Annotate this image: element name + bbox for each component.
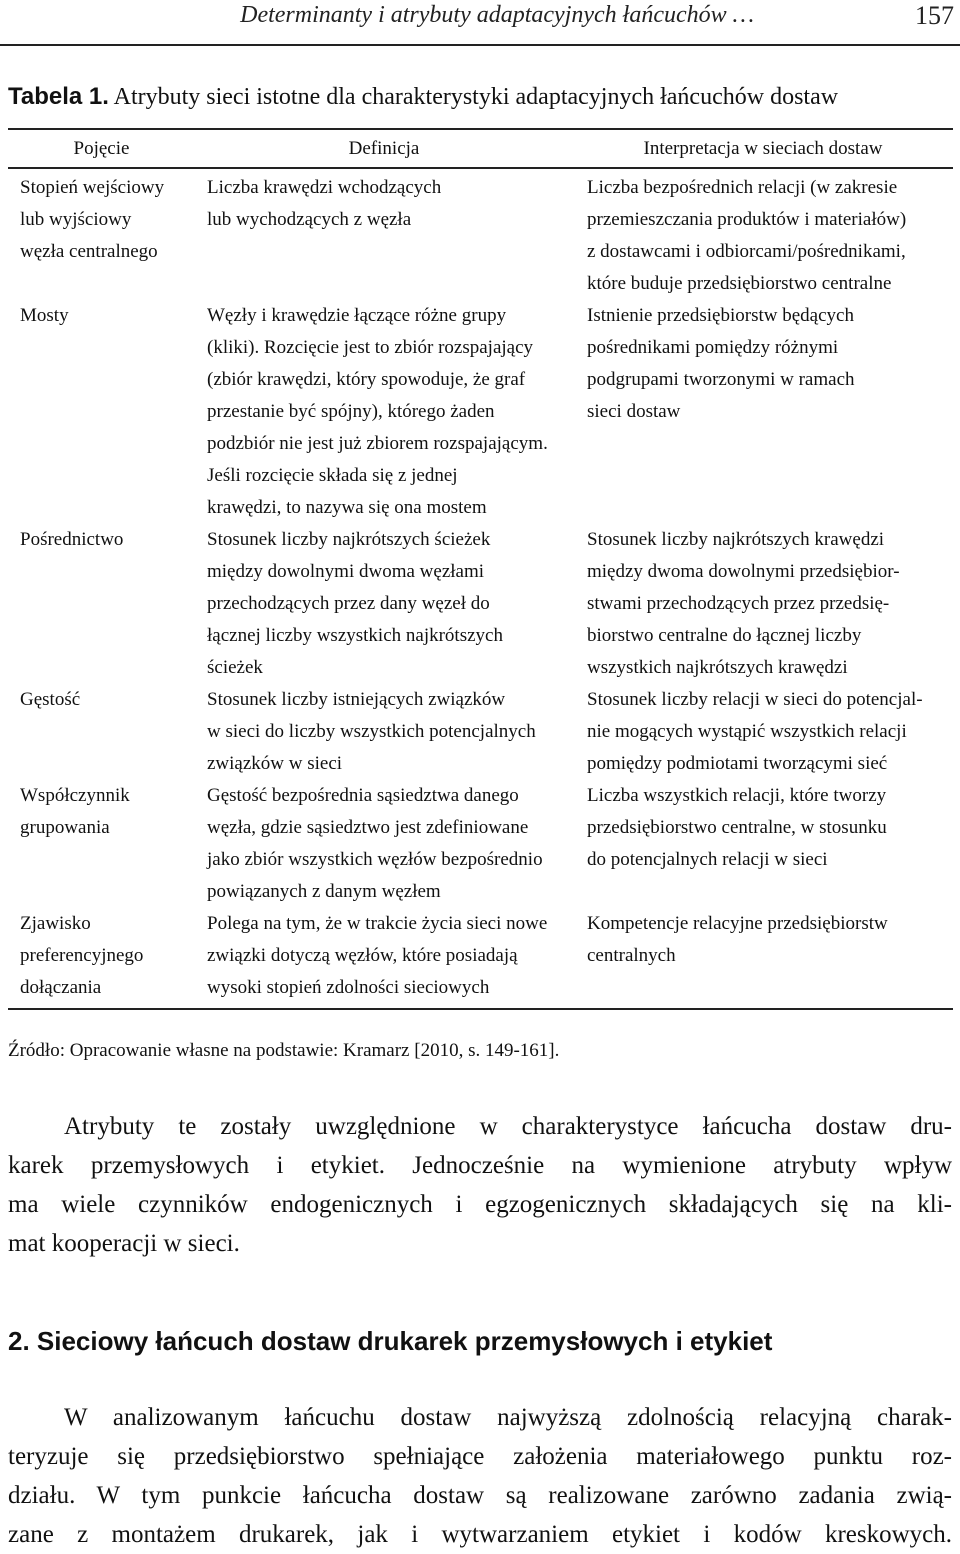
table-caption-label: Tabela 1. [8, 83, 109, 110]
table-row [8, 780, 953, 908]
table-row [8, 168, 953, 300]
table-row [8, 300, 953, 524]
term-cell: Zjawisko preferencyjnego dołączania [8, 908, 195, 1009]
interpretation-cell: Istnienie przedsiębiorstw będących pośrednikami pomiędzy różnymi podgrupami tworzonymi w ramach sieci dostaw [587, 305, 855, 422]
page-header [0, 0, 960, 46]
paragraph-line: zane z montażem drukarek, jak i wytwarzaniem etykiet i kodów kreskowych. [8, 1521, 952, 1548]
column-header-interpretation: Interpretacja w sieciach dostaw [573, 129, 953, 168]
paragraph-line: W analizowanym łańcuchu dostaw najwyższą zdolnością relacyjną charak- [64, 1404, 952, 1431]
running-title: Determinanty i atrybuty adaptacyjnych łańcuchów … [240, 2, 754, 28]
table-header-row [8, 129, 953, 168]
table-caption [8, 83, 838, 111]
definition-cell: Stosunek liczby istniejących związków w sieci do liczby wszystkich potencjalnych związków w sieci [207, 689, 536, 774]
definition-cell: Liczba krawędzi wchodzących lub wychodzących z węzła [207, 177, 442, 230]
page-number: 157 [915, 1, 954, 30]
body-paragraph-1 [8, 1107, 952, 1263]
definition-cell: Polega na tym, że w trakcie życia sieci nowe związki dotyczą węzłów, które posiadają wysoki stopień zdolności sieciowych [195, 908, 573, 1009]
table-row [8, 684, 953, 780]
interpretation-cell: Stosunek liczby najkrótszych krawędzi między dwoma dowolnymi przedsiębior- stwami przechodzących przez przedsię- biorstwo centralne do łącznej liczby wszystkich najkrótszych krawędzi [587, 529, 900, 678]
interpretation-cell: Liczba bezpośrednich relacji (w zakresie przemieszczania produktów i materiałów) z dostawcami i odbiorcami/pośrednikami, które buduje przedsiębiorstwo centralne [587, 177, 907, 294]
paragraph-line: ma wiele czynników endogenicznych i egzogenicznych składających się na kli- [8, 1191, 952, 1218]
term-cell: Mosty [20, 305, 69, 326]
definition-cell: Gęstość bezpośrednia sąsiedztwa danego węzła, gdzie sąsiedztwo jest zdefiniowane jako zbiór wszystkich węzłów bezpośrednio powiązanych z danym węzłem [207, 785, 543, 902]
table-row [8, 524, 953, 684]
interpretation-cell: Stosunek liczby relacji w sieci do potencjal- nie mogących wystąpić wszystkich relacji pomiędzy podmiotami tworzącymi sieć [587, 689, 923, 774]
paragraph-line: mat kooperacji w sieci. [8, 1230, 240, 1257]
column-header-definition: Definicja [195, 129, 573, 168]
definition-cell: Stosunek liczby najkrótszych ścieżek między dowolnymi dwoma węzłami przechodzących przez dany węzeł do łącznej liczby wszystkich najkrótszych ścieżek [207, 529, 503, 678]
term-cell: Gęstość [20, 689, 81, 710]
table-source-note: Źródło: Opracowanie własne na podstawie: Kramarz [2010, s. 149-161]. [8, 1040, 560, 1061]
column-header-term: Pojęcie [8, 129, 195, 168]
body-paragraph-2 [8, 1398, 952, 1554]
term-cell: Pośrednictwo [20, 529, 124, 550]
table-caption-text: Atrybuty sieci istotne dla charakterystyki adaptacyjnych łańcuchów dostaw [108, 84, 839, 110]
section-heading: 2. Sieciowy łańcuch dostaw drukarek przemysłowych i etykiet [8, 1326, 773, 1356]
paragraph-line: karek przemysłowych i etykiet. Jednocześnie na wymienione atrybuty wpływ [8, 1152, 952, 1179]
attributes-table [8, 128, 953, 1010]
paragraph-line: działu. W tym punkcie łańcucha dostaw są realizowane zarówno zadania zwią- [8, 1482, 952, 1509]
interpretation-cell: Liczba wszystkich relacji, które tworzy przedsiębiorstwo centralne, w stosunku do potencjalnych relacji w sieci [587, 785, 887, 870]
paragraph-line: teryzuje się przedsiębiorstwo spełniające założenia materiałowego punktu roz- [8, 1443, 952, 1470]
term-cell: Współczynnik grupowania [20, 785, 130, 838]
table-row [8, 908, 953, 1009]
term-cell: Stopień wejściowy lub wyjściowy węzła centralnego [20, 177, 165, 262]
definition-cell: Węzły i krawędzie łączące różne grupy (kliki). Rozcięcie jest to zbiór rozspajający (zbiór krawędzi, który spowoduje, że graf przestanie być spójny), którego żaden podzbiór nie jest już zbiorem rozspajającym. Jeśli rozcięcie składa się z jednej krawędzi, to nazywa się ona mostem [207, 305, 548, 518]
paragraph-line: Atrybuty te zostały uwzględnione w charakterystyce łańcucha dostaw dru- [64, 1113, 952, 1140]
interpretation-cell: Kompetencje relacyjne przedsiębiorstw centralnych [573, 908, 953, 1009]
